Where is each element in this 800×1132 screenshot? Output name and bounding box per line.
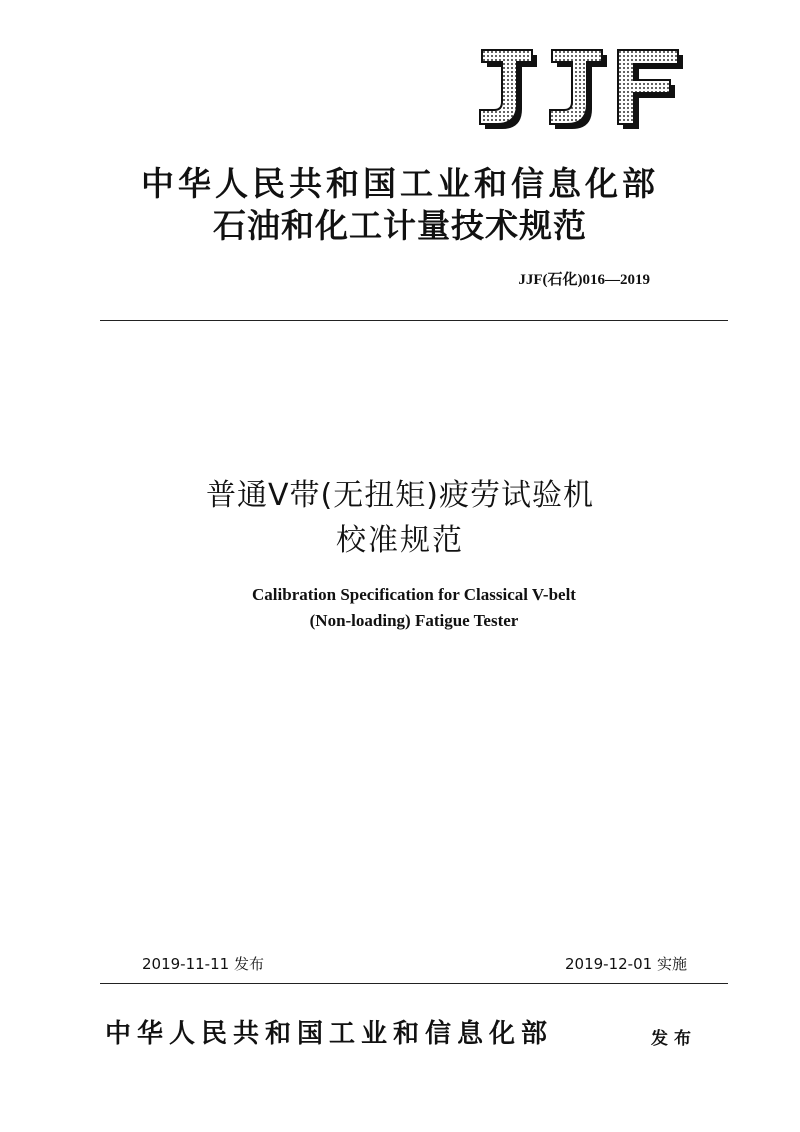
document-title-en-line1: Calibration Specification for Classical V-belt <box>252 585 576 604</box>
header-divider <box>100 320 728 321</box>
publish-label: 发布 <box>651 1029 697 1049</box>
document-title-en-line2: (Non-loading) Fatigue Tester <box>309 611 519 630</box>
issue-date: 2019-11-11 发布 <box>142 955 264 973</box>
issuing-authority: 中华人民共和国工业和信息化部 <box>105 1019 554 1049</box>
specification-category: 石油和化工计量技术规范 <box>213 206 587 245</box>
footer-divider <box>100 983 728 984</box>
implementation-date: 2019-12-01 实施 <box>565 955 687 973</box>
jjf-logo <box>470 38 685 130</box>
ministry-name: 中华人民共和国工业和信息化部 <box>141 164 659 203</box>
document-title-zh-line2: 校准规范 <box>336 523 464 558</box>
standard-code: JJF(石化)016—2019 <box>518 272 650 288</box>
document-title-zh-line1: 普通V带(无扭矩)疲劳试验机 <box>206 478 594 513</box>
